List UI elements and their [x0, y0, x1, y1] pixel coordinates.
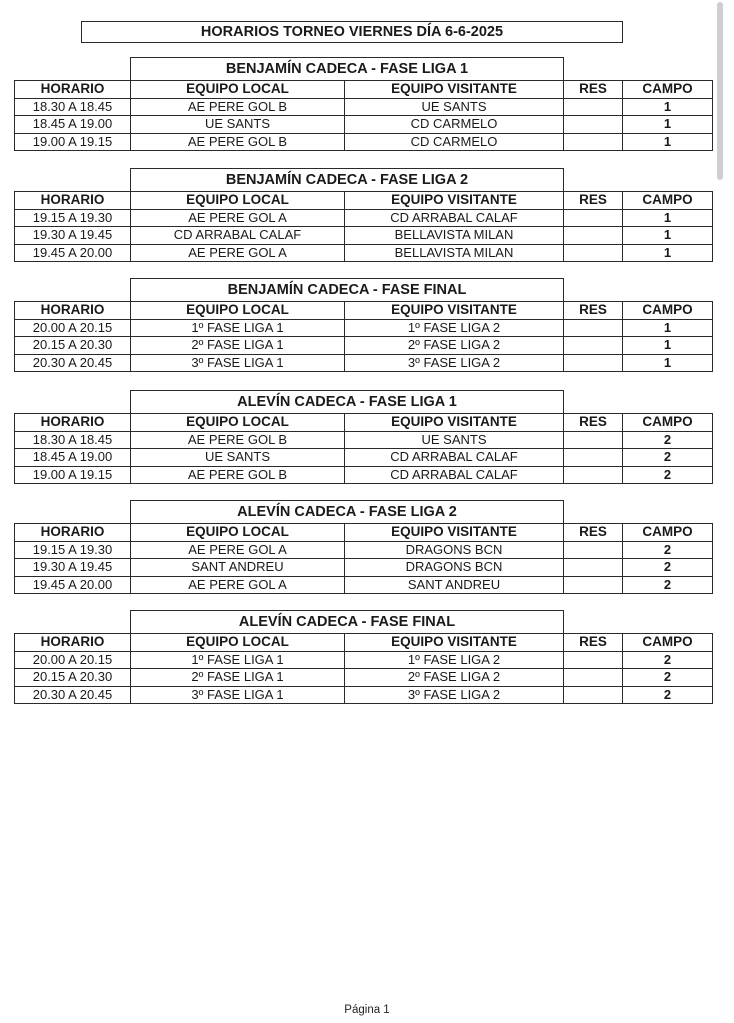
header-res: RES [564, 634, 623, 652]
cell-res [564, 133, 623, 151]
cell-equipo-visitante: CD CARMELO [345, 116, 564, 134]
cell-campo: 2 [623, 449, 713, 467]
cell-campo: 1 [623, 337, 713, 355]
table-row [15, 466, 713, 484]
cell-campo: 1 [623, 116, 713, 134]
header-equipo-visitante: EQUIPO VISITANTE [345, 414, 564, 432]
header-campo: CAMPO [623, 414, 713, 432]
cell-res [564, 651, 623, 669]
cell-campo: 1 [623, 354, 713, 372]
cell-equipo-local: AE PERE GOL B [131, 431, 345, 449]
cell-equipo-visitante: 1º FASE LIGA 2 [345, 319, 564, 337]
cell-equipo-local: 1º FASE LIGA 1 [131, 651, 345, 669]
schedule-table [14, 413, 713, 484]
cell-horario: 20.00 A 20.15 [15, 651, 131, 669]
cell-horario: 19.45 A 20.00 [15, 576, 131, 594]
header-equipo-local: EQUIPO LOCAL [131, 192, 345, 210]
header-row [15, 524, 713, 542]
cell-equipo-local: AE PERE GOL A [131, 541, 345, 559]
cell-res [564, 466, 623, 484]
section-title: BENJAMÍN CADECA - FASE LIGA 2 [130, 168, 564, 191]
table-row [15, 98, 713, 116]
cell-horario: 20.30 A 20.45 [15, 354, 131, 372]
cell-campo: 1 [623, 319, 713, 337]
cell-campo: 1 [623, 244, 713, 262]
cell-equipo-local: UE SANTS [131, 116, 345, 134]
cell-res [564, 98, 623, 116]
cell-equipo-visitante: 2º FASE LIGA 2 [345, 337, 564, 355]
cell-res [564, 559, 623, 577]
header-campo: CAMPO [623, 634, 713, 652]
header-res: RES [564, 81, 623, 99]
header-res: RES [564, 524, 623, 542]
header-equipo-visitante: EQUIPO VISITANTE [345, 81, 564, 99]
table-row [15, 559, 713, 577]
cell-campo: 2 [623, 541, 713, 559]
cell-res [564, 576, 623, 594]
cell-equipo-visitante: DRAGONS BCN [345, 541, 564, 559]
header-row [15, 414, 713, 432]
header-horario: HORARIO [15, 81, 131, 99]
cell-equipo-visitante: CD ARRABAL CALAF [345, 466, 564, 484]
cell-horario: 18.30 A 18.45 [15, 431, 131, 449]
cell-equipo-local: 1º FASE LIGA 1 [131, 319, 345, 337]
cell-horario: 19.30 A 19.45 [15, 559, 131, 577]
cell-equipo-visitante: BELLAVISTA MILAN [345, 227, 564, 245]
cell-equipo-visitante: CD CARMELO [345, 133, 564, 151]
cell-res [564, 431, 623, 449]
cell-campo: 2 [623, 431, 713, 449]
cell-equipo-local: AE PERE GOL A [131, 576, 345, 594]
schedule-table [14, 80, 713, 151]
cell-equipo-local: AE PERE GOL A [131, 209, 345, 227]
table-row [15, 354, 713, 372]
table-row [15, 431, 713, 449]
cell-equipo-visitante: 1º FASE LIGA 2 [345, 651, 564, 669]
cell-equipo-visitante: UE SANTS [345, 431, 564, 449]
header-campo: CAMPO [623, 192, 713, 210]
table-row [15, 227, 713, 245]
cell-horario: 19.15 A 19.30 [15, 541, 131, 559]
cell-campo: 2 [623, 466, 713, 484]
header-res: RES [564, 414, 623, 432]
cell-equipo-local: 3º FASE LIGA 1 [131, 686, 345, 704]
cell-campo: 2 [623, 651, 713, 669]
cell-res [564, 337, 623, 355]
header-horario: HORARIO [15, 192, 131, 210]
cell-campo: 2 [623, 669, 713, 687]
header-row [15, 81, 713, 99]
header-equipo-local: EQUIPO LOCAL [131, 634, 345, 652]
header-horario: HORARIO [15, 634, 131, 652]
section-title: ALEVÍN CADECA - FASE LIGA 1 [130, 390, 564, 413]
cell-res [564, 209, 623, 227]
cell-horario: 19.00 A 19.15 [15, 466, 131, 484]
cell-res [564, 116, 623, 134]
header-horario: HORARIO [15, 302, 131, 320]
cell-horario: 20.15 A 20.30 [15, 669, 131, 687]
cell-horario: 18.30 A 18.45 [15, 98, 131, 116]
cell-equipo-local: SANT ANDREU [131, 559, 345, 577]
cell-equipo-visitante: 2º FASE LIGA 2 [345, 669, 564, 687]
cell-horario: 19.30 A 19.45 [15, 227, 131, 245]
table-row [15, 651, 713, 669]
section-title: BENJAMÍN CADECA - FASE LIGA 1 [130, 57, 564, 80]
document-title: HORARIOS TORNEO VIERNES DÍA 6-6-2025 [81, 21, 623, 43]
cell-campo: 1 [623, 98, 713, 116]
header-equipo-local: EQUIPO LOCAL [131, 302, 345, 320]
cell-horario: 18.45 A 19.00 [15, 449, 131, 467]
cell-campo: 1 [623, 209, 713, 227]
cell-campo: 2 [623, 559, 713, 577]
cell-horario: 20.30 A 20.45 [15, 686, 131, 704]
cell-equipo-local: AE PERE GOL A [131, 244, 345, 262]
header-res: RES [564, 192, 623, 210]
cell-horario: 19.00 A 19.15 [15, 133, 131, 151]
table-row [15, 541, 713, 559]
cell-res [564, 319, 623, 337]
cell-equipo-visitante: 3º FASE LIGA 2 [345, 686, 564, 704]
cell-horario: 19.15 A 19.30 [15, 209, 131, 227]
header-res: RES [564, 302, 623, 320]
cell-horario: 19.45 A 20.00 [15, 244, 131, 262]
cell-res [564, 244, 623, 262]
header-campo: CAMPO [623, 302, 713, 320]
cell-equipo-local: UE SANTS [131, 449, 345, 467]
table-row [15, 209, 713, 227]
cell-equipo-local: 2º FASE LIGA 1 [131, 669, 345, 687]
section-title: ALEVÍN CADECA - FASE FINAL [130, 610, 564, 633]
header-row [15, 634, 713, 652]
cell-equipo-visitante: CD ARRABAL CALAF [345, 449, 564, 467]
cell-equipo-visitante: BELLAVISTA MILAN [345, 244, 564, 262]
table-row [15, 669, 713, 687]
header-equipo-local: EQUIPO LOCAL [131, 81, 345, 99]
scrollbar[interactable] [717, 2, 723, 180]
schedule-table [14, 191, 713, 262]
table-row [15, 319, 713, 337]
header-equipo-visitante: EQUIPO VISITANTE [345, 302, 564, 320]
schedule-table [14, 523, 713, 594]
cell-equipo-local: 3º FASE LIGA 1 [131, 354, 345, 372]
table-row [15, 133, 713, 151]
cell-equipo-visitante: CD ARRABAL CALAF [345, 209, 564, 227]
table-row [15, 244, 713, 262]
section-title: ALEVÍN CADECA - FASE LIGA 2 [130, 500, 564, 523]
cell-res [564, 354, 623, 372]
cell-equipo-local: AE PERE GOL B [131, 466, 345, 484]
section-title: BENJAMÍN CADECA - FASE FINAL [130, 278, 564, 301]
cell-equipo-visitante: 3º FASE LIGA 2 [345, 354, 564, 372]
cell-equipo-local: AE PERE GOL B [131, 133, 345, 151]
cell-horario: 20.15 A 20.30 [15, 337, 131, 355]
header-equipo-visitante: EQUIPO VISITANTE [345, 524, 564, 542]
schedule-table [14, 301, 713, 372]
cell-horario: 18.45 A 19.00 [15, 116, 131, 134]
cell-horario: 20.00 A 20.15 [15, 319, 131, 337]
header-equipo-local: EQUIPO LOCAL [131, 414, 345, 432]
header-campo: CAMPO [623, 524, 713, 542]
cell-res [564, 449, 623, 467]
header-equipo-visitante: EQUIPO VISITANTE [345, 192, 564, 210]
cell-equipo-visitante: SANT ANDREU [345, 576, 564, 594]
cell-res [564, 686, 623, 704]
cell-campo: 2 [623, 576, 713, 594]
cell-equipo-local: CD ARRABAL CALAF [131, 227, 345, 245]
cell-res [564, 669, 623, 687]
cell-campo: 2 [623, 686, 713, 704]
cell-campo: 1 [623, 227, 713, 245]
table-row [15, 686, 713, 704]
header-equipo-local: EQUIPO LOCAL [131, 524, 345, 542]
header-horario: HORARIO [15, 524, 131, 542]
table-row [15, 449, 713, 467]
cell-equipo-visitante: UE SANTS [345, 98, 564, 116]
schedule-table [14, 633, 713, 704]
header-row [15, 192, 713, 210]
header-row [15, 302, 713, 320]
cell-equipo-local: 2º FASE LIGA 1 [131, 337, 345, 355]
header-campo: CAMPO [623, 81, 713, 99]
header-horario: HORARIO [15, 414, 131, 432]
table-row [15, 337, 713, 355]
header-equipo-visitante: EQUIPO VISITANTE [345, 634, 564, 652]
cell-res [564, 541, 623, 559]
cell-equipo-local: AE PERE GOL B [131, 98, 345, 116]
cell-equipo-visitante: DRAGONS BCN [345, 559, 564, 577]
cell-campo: 1 [623, 133, 713, 151]
page-number: Página 1 [344, 1004, 390, 1016]
cell-res [564, 227, 623, 245]
table-row [15, 576, 713, 594]
table-row [15, 116, 713, 134]
